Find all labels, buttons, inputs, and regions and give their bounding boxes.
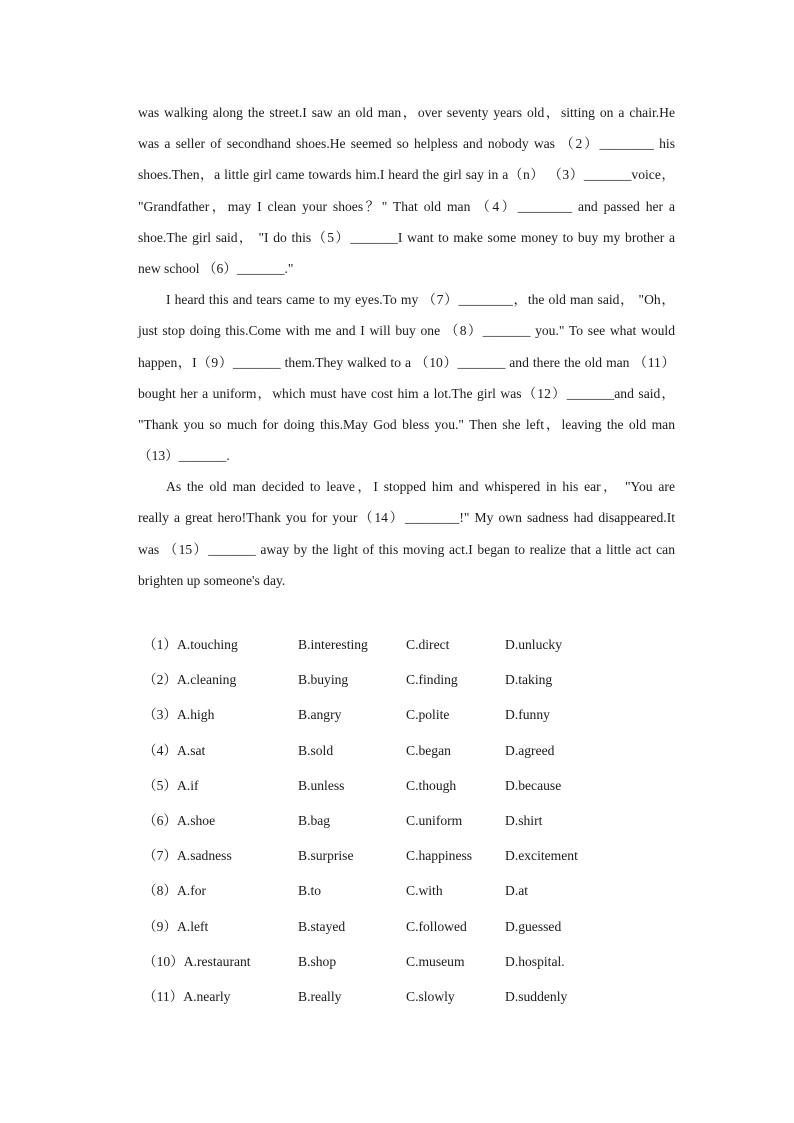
option-d: D.hospital. xyxy=(505,953,565,969)
option-row xyxy=(143,627,643,662)
passage-line: just stop doing this.Come with me and I will buy one （8）_______ you." To see what would xyxy=(138,323,675,339)
option-a: （2）A.cleaning xyxy=(143,672,237,688)
answer-options xyxy=(143,627,643,1014)
passage-line: （13）_______. xyxy=(138,448,230,464)
option-a: （6）A.shoe xyxy=(143,812,216,828)
passage-line: I heard this and tears came to my eyes.To my （7）________，the old man said， "Oh， xyxy=(166,292,675,308)
passage-line: shoe.The girl said， "I do this（5）_______I want to make some money to buy my brother a xyxy=(138,229,675,245)
option-a: （7）A.sadness xyxy=(143,848,232,864)
option-c: C.though xyxy=(406,777,457,793)
option-row xyxy=(143,944,643,979)
option-row xyxy=(143,838,643,873)
option-b: B.surprise xyxy=(298,848,354,864)
option-row xyxy=(143,873,643,908)
option-d: D.agreed xyxy=(505,742,555,758)
option-c: C.slowly xyxy=(406,988,455,1004)
option-a: （1）A.touching xyxy=(143,637,238,652)
option-c: C.museum xyxy=(406,953,465,969)
passage-line: new school （6）_______." xyxy=(138,260,294,276)
option-b: B.to xyxy=(298,883,322,899)
option-a: （9）A.left xyxy=(143,918,209,934)
passage-line: happen，I（9）_______ them.They walked to a （10）_______ and there the old man （11） xyxy=(138,354,675,370)
option-a: （10）A.restaurant xyxy=(143,953,251,969)
option-a: （4）A.sat xyxy=(143,742,206,758)
option-a: （11）A.nearly xyxy=(143,988,231,1004)
passage-line: "Thank you so much for doing this.May God bless you." Then she left，leaving the old man xyxy=(138,416,675,432)
passage-line: was walking along the street.I saw an old man，over seventy years old，sitting on a chair.He xyxy=(138,105,675,120)
passage-line: was （15）_______ away by the light of this moving act.I began to realize that a little act can xyxy=(138,541,675,557)
option-d: D.excitement xyxy=(505,848,578,864)
option-row xyxy=(143,909,643,944)
option-c: C.direct xyxy=(406,637,450,652)
option-row xyxy=(143,697,643,732)
option-row xyxy=(143,979,643,1014)
option-c: C.with xyxy=(406,883,443,899)
option-a: （3）A.high xyxy=(143,707,215,723)
option-c: C.began xyxy=(406,742,451,758)
option-b: B.really xyxy=(298,988,342,1004)
option-row xyxy=(143,733,643,768)
passage-line: shoes.Then，a little girl came towards him.I heard the girl say in a（n） （3）_______voice， xyxy=(138,167,675,183)
option-d: D.shirt xyxy=(505,812,543,828)
option-d: D.funny xyxy=(505,707,550,723)
option-b: B.sold xyxy=(298,742,334,758)
passage-line: brighten up someone's day. xyxy=(138,572,286,588)
option-b: B.bag xyxy=(298,812,331,828)
passage-line: "Grandfather，may I clean your shoes？" That old man （4）________ and passed her a xyxy=(138,198,675,214)
option-d: D.at xyxy=(505,883,529,899)
option-b: B.interesting xyxy=(298,637,368,652)
option-d: D.suddenly xyxy=(505,988,568,1004)
passage-line: As the old man decided to leave，I stopped him and whispered in his ear， "You are xyxy=(166,479,675,495)
option-b: B.shop xyxy=(298,953,337,969)
cloze-passage xyxy=(138,97,675,596)
option-b: B.angry xyxy=(298,707,342,723)
option-c: C.polite xyxy=(406,707,450,723)
option-c: C.uniform xyxy=(406,812,463,828)
passage-line: bought her a uniform，which must have cost him a lot.The girl was（12）_______and said， xyxy=(138,385,675,401)
option-b: B.stayed xyxy=(298,918,346,934)
option-row xyxy=(143,768,643,803)
option-b: B.buying xyxy=(298,672,349,688)
option-d: D.because xyxy=(505,777,562,793)
option-c: C.finding xyxy=(406,672,458,688)
passage-line: really a great hero!Thank you for your（14）________!" My own sadness had disappeared.It xyxy=(138,510,675,526)
option-a: （5）A.if xyxy=(143,777,199,793)
option-c: C.happiness xyxy=(406,848,473,864)
option-row xyxy=(143,803,643,838)
passage-line: was a seller of secondhand shoes.He seemed so helpless and nobody was （2）________ his xyxy=(138,136,675,152)
option-d: D.unlucky xyxy=(505,637,563,652)
option-d: D.guessed xyxy=(505,918,562,934)
option-c: C.followed xyxy=(406,918,467,934)
option-row xyxy=(143,662,643,697)
option-d: D.taking xyxy=(505,672,553,688)
option-b: B.unless xyxy=(298,777,345,793)
option-a: （8）A.for xyxy=(143,883,207,899)
